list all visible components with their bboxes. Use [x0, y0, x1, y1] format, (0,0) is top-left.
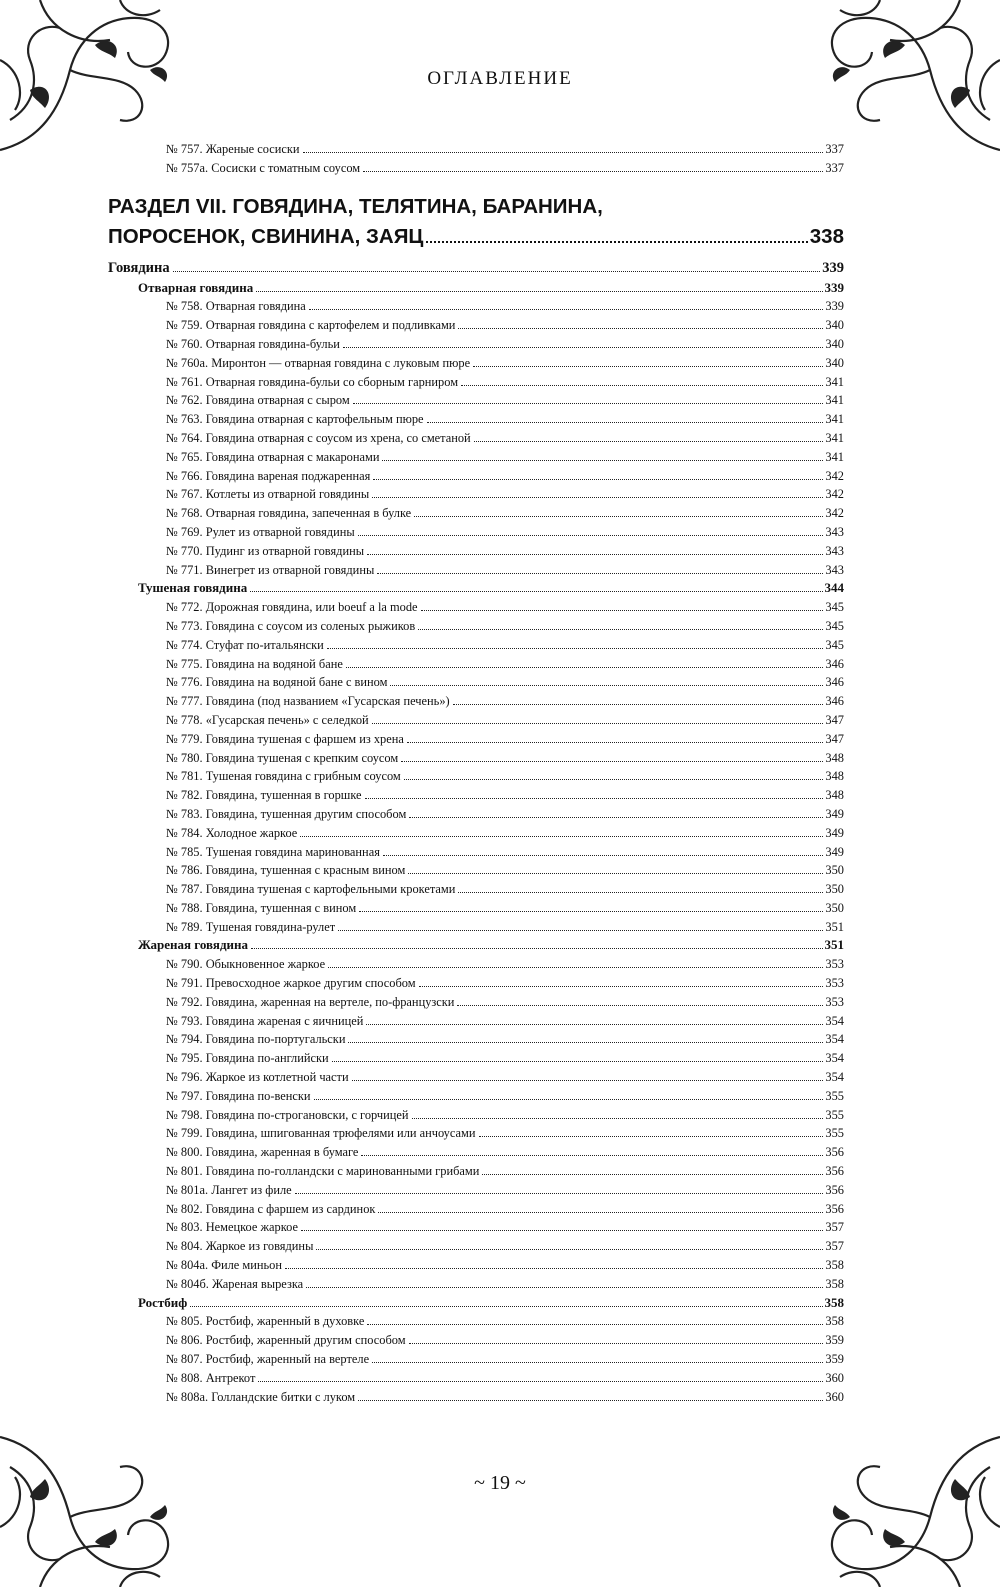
- toc-entry[interactable]: [108, 993, 844, 1012]
- toc-entry[interactable]: [108, 1312, 844, 1331]
- dot-leader: [408, 873, 823, 874]
- entry-page: 357: [825, 1220, 844, 1235]
- entry-title: № 797. Говядина по-венски: [166, 1088, 311, 1103]
- toc-entry[interactable]: [108, 1162, 844, 1181]
- entry-page: 347: [825, 712, 844, 727]
- entry-page: 346: [825, 656, 844, 671]
- toc-entry[interactable]: [108, 504, 844, 523]
- subsection-heading[interactable]: [108, 1294, 844, 1313]
- entry-title: № 757а. Сосиски с томатным соусом: [166, 160, 361, 175]
- toc-entry[interactable]: [108, 485, 844, 504]
- dot-leader: [285, 1268, 823, 1269]
- dot-leader: [409, 1343, 824, 1344]
- dot-leader: [348, 1042, 823, 1043]
- entry-page: 359: [825, 1352, 844, 1367]
- entry-title: № 780. Говядина тушеная с крепким соусом: [166, 750, 399, 765]
- toc-entry[interactable]: [108, 1124, 844, 1143]
- toc-entry[interactable]: [108, 843, 844, 862]
- entry-page: 345: [825, 637, 844, 652]
- toc-entry[interactable]: [108, 805, 844, 824]
- subsection-heading[interactable]: [108, 579, 844, 598]
- entry-title: № 787. Говядина тушеная с картофельными крокетами: [166, 882, 456, 897]
- entry-page: 342: [825, 468, 844, 483]
- dot-leader: [352, 1080, 824, 1081]
- toc-entry[interactable]: [108, 711, 844, 730]
- toc-entry[interactable]: [108, 1049, 844, 1068]
- entry-page: 337: [825, 160, 844, 175]
- entry-title: № 790. Обыкновенное жаркое: [166, 957, 326, 972]
- entry-page: 350: [825, 900, 844, 915]
- entry-page: 360: [825, 1370, 844, 1385]
- entry-title: № 794. Говядина по-португальски: [166, 1032, 346, 1047]
- toc-entry[interactable]: [108, 448, 844, 467]
- dot-leader: [343, 347, 824, 348]
- entry-page: 341: [825, 449, 844, 464]
- entry-title: № 788. Говядина, тушенная с вином: [166, 900, 357, 915]
- entry-title: № 793. Говядина жареная с яичницей: [166, 1013, 364, 1028]
- entry-page: 354: [825, 1051, 844, 1066]
- toc-entry[interactable]: [108, 1237, 844, 1256]
- dot-leader: [358, 1400, 823, 1401]
- dot-leader: [346, 667, 824, 668]
- toc-entry[interactable]: [108, 1218, 844, 1237]
- entry-title: № 772. Дорожная говядина, или boeuf a la mode: [166, 600, 418, 615]
- dot-leader: [479, 1136, 824, 1137]
- toc-entry[interactable]: [108, 1256, 844, 1275]
- entry-title: № 798. Говядина по-строгановски, с горчицей: [166, 1107, 409, 1122]
- dot-leader: [419, 986, 824, 987]
- section-heading[interactable]: [108, 257, 844, 279]
- entry-page: 355: [825, 1107, 844, 1122]
- entry-page: 354: [825, 1032, 844, 1047]
- entry-title: № 761. Отварная говядина-бульи со сборным гарниром: [166, 374, 459, 389]
- entry-page: 357: [825, 1239, 844, 1254]
- toc-entry[interactable]: [108, 955, 844, 974]
- toc-entry[interactable]: [108, 824, 844, 843]
- entry-page: 348: [825, 788, 844, 803]
- toc-entry[interactable]: [108, 617, 844, 636]
- toc-entry[interactable]: [108, 561, 844, 580]
- entry-title: № 802. Говядина с фаршем из сардинок: [166, 1201, 376, 1216]
- entry-page: 354: [825, 1070, 844, 1085]
- entry-page: 349: [825, 844, 844, 859]
- dot-leader: [461, 385, 823, 386]
- running-header: ОГЛАВЛЕНИЕ: [427, 68, 573, 89]
- toc-entry[interactable]: [108, 1106, 844, 1125]
- entry-page: 341: [825, 374, 844, 389]
- entry-page: 356: [825, 1164, 844, 1179]
- entry-title: № 766. Говядина вареная поджаренная: [166, 468, 371, 483]
- page-number: ~ 19 ~: [474, 1472, 526, 1494]
- entry-title: № 776. Говядина на водяной бане с вином: [166, 675, 388, 690]
- entry-page: 360: [825, 1389, 844, 1404]
- toc-entry[interactable]: [108, 786, 844, 805]
- dot-leader: [353, 403, 824, 404]
- entry-title: № 758. Отварная говядина: [166, 299, 306, 314]
- dot-leader: [372, 1362, 823, 1363]
- entry-title: № 757. Жареные сосиски: [166, 142, 300, 156]
- dot-leader: [250, 591, 822, 592]
- section-title: Говядина: [108, 259, 170, 276]
- entry-page: 358: [825, 1314, 844, 1329]
- dot-leader: [377, 573, 823, 574]
- entry-title: № 805. Ростбиф, жаренный в духовке: [166, 1314, 365, 1329]
- dot-leader: [426, 241, 807, 243]
- subsection-title: Ростбиф: [138, 1294, 188, 1310]
- entry-title: № 796. Жаркое из котлетной части: [166, 1070, 349, 1085]
- entry-title: № 762. Говядина отварная с сыром: [166, 393, 350, 408]
- entry-page: 350: [825, 863, 844, 878]
- entry-title: № 808а. Голландские битки с луком: [166, 1389, 356, 1404]
- subsection-title: Тушеная говядина: [138, 580, 248, 596]
- dot-leader: [358, 535, 824, 536]
- toc-entry[interactable]: [108, 1350, 844, 1369]
- toc-entry[interactable]: [108, 899, 844, 918]
- dot-leader: [256, 291, 822, 292]
- entry-title: № 759. Отварная говядина с картофелем и подливками: [166, 318, 456, 333]
- dot-leader: [309, 309, 824, 310]
- entry-title: № 771. Винегрет из отварной говядины: [166, 562, 375, 577]
- entry-title: № 782. Говядина, тушенная в горшке: [166, 788, 362, 803]
- table-of-contents: [108, 140, 844, 1406]
- dot-leader: [414, 516, 823, 517]
- toc-entry[interactable]: [108, 523, 844, 542]
- dot-leader: [361, 1155, 823, 1156]
- entry-title: № 779. Говядина тушеная с фаршем из хрена: [166, 731, 404, 746]
- entry-page: 340: [825, 336, 844, 351]
- subsection-list: [108, 279, 844, 1407]
- dot-leader: [316, 1249, 823, 1250]
- entry-page: 346: [825, 694, 844, 709]
- toc-entry[interactable]: [108, 880, 844, 899]
- toc-entry[interactable]: [108, 1331, 844, 1350]
- entry-title: № 804а. Филе миньон: [166, 1258, 282, 1273]
- entry-page: 355: [825, 1088, 844, 1103]
- toc-entry[interactable]: [108, 598, 844, 617]
- entry-title: № 801а. Лангет из филе: [166, 1182, 292, 1197]
- entry-title: № 777. Говядина (под названием «Гусарская печень»): [166, 694, 450, 709]
- dot-leader: [314, 1099, 824, 1100]
- entry-page: 337: [825, 142, 844, 156]
- entry-page: 358: [825, 1276, 844, 1291]
- part-heading[interactable]: [108, 192, 844, 252]
- entry-title: № 808. Антрекот: [166, 1370, 256, 1385]
- toc-entry[interactable]: [108, 1087, 844, 1106]
- toc-entry[interactable]: [108, 316, 844, 335]
- toc-entry[interactable]: [108, 749, 844, 768]
- entry-page: 343: [825, 562, 844, 577]
- subsection-title: Жареная говядина: [138, 937, 248, 953]
- toc-entry[interactable]: [108, 692, 844, 711]
- toc-entry[interactable]: [108, 1275, 844, 1294]
- entry-title: № 789. Тушеная говядина-рулет: [166, 919, 336, 934]
- dot-leader: [328, 967, 823, 968]
- dot-leader: [251, 948, 823, 949]
- entry-page: 353: [825, 976, 844, 991]
- entry-page: 353: [825, 994, 844, 1009]
- toc-entry[interactable]: [108, 1068, 844, 1087]
- entry-page: 343: [825, 543, 844, 558]
- entry-page: 355: [825, 1126, 844, 1141]
- toc-entry[interactable]: [108, 974, 844, 993]
- section-page: 339: [822, 259, 844, 276]
- entry-page: 354: [825, 1013, 844, 1028]
- toc-entry[interactable]: [108, 429, 844, 448]
- toc-entry[interactable]: [108, 1143, 844, 1162]
- toc-entry[interactable]: [108, 655, 844, 674]
- entry-title: № 804. Жаркое из говядины: [166, 1239, 314, 1254]
- entry-title: № 786. Говядина, тушенная с красным вином: [166, 863, 406, 878]
- entry-title: № 760а. Миронтон — отварная говядина с луковым пюре: [166, 355, 471, 370]
- entry-title: № 799. Говядина, шпигованная трюфелями или анчоусами: [166, 1126, 476, 1141]
- subsection-page: 358: [824, 1294, 844, 1310]
- toc-entry[interactable]: [108, 335, 844, 354]
- dot-leader: [409, 817, 823, 818]
- toc-entry[interactable]: [108, 1388, 844, 1407]
- entry-title: № 765. Говядина отварная с макаронами: [166, 449, 380, 464]
- subsection-heading[interactable]: [108, 279, 844, 298]
- dot-leader: [327, 648, 824, 649]
- entry-title: № 804б. Жареная вырезка: [166, 1276, 304, 1291]
- entry-page: 341: [825, 430, 844, 445]
- entry-page: 346: [825, 675, 844, 690]
- toc-entry[interactable]: [108, 467, 844, 486]
- dot-leader: [303, 152, 824, 153]
- entry-page: 351: [825, 919, 844, 934]
- dot-leader: [418, 629, 823, 630]
- entry-title: № 803. Немецкое жаркое: [166, 1220, 298, 1235]
- dot-leader: [190, 1306, 822, 1307]
- entry-page: 356: [825, 1201, 844, 1216]
- dot-leader: [458, 892, 823, 893]
- entry-page: 343: [825, 524, 844, 539]
- entry-page: 347: [825, 731, 844, 746]
- part-page: 338: [809, 224, 844, 248]
- entry-title: № 767. Котлеты из отварной говядины: [166, 487, 370, 502]
- subsection-heading[interactable]: [108, 936, 844, 955]
- subsection-page: 351: [824, 937, 844, 953]
- entry-title: № 763. Говядина отварная с картофельным пюре: [166, 412, 424, 427]
- dot-leader: [421, 610, 824, 611]
- entry-title: № 784. Холодное жаркое: [166, 825, 298, 840]
- dot-leader: [401, 761, 823, 762]
- dot-leader: [363, 171, 823, 172]
- toc-entry[interactable]: [108, 730, 844, 749]
- entry-page: 339: [825, 299, 844, 314]
- entry-page: 345: [825, 618, 844, 633]
- entry-title: № 795. Говядина по-английски: [166, 1051, 329, 1066]
- dot-leader: [366, 1024, 823, 1025]
- part-title-line-1: РАЗДЕЛ VII. ГОВЯДИНА, ТЕЛЯТИНА, БАРАНИНА,: [108, 194, 603, 218]
- entry-title: № 807. Ростбиф, жаренный на вертеле: [166, 1352, 370, 1367]
- toc-entry[interactable]: [108, 391, 844, 410]
- entry-page: 359: [825, 1333, 844, 1348]
- entry-title: № 806. Ростбиф, жаренный другим способом: [166, 1333, 406, 1348]
- dot-leader: [258, 1381, 823, 1382]
- subsection-page: 339: [824, 279, 844, 295]
- dot-leader: [382, 460, 823, 461]
- toc-entry[interactable]: [108, 918, 844, 937]
- dot-leader: [383, 855, 824, 856]
- entry-page: 342: [825, 506, 844, 521]
- entry-page: 340: [825, 318, 844, 333]
- dot-leader: [378, 1212, 823, 1213]
- toc-entry[interactable]: [108, 861, 844, 880]
- dot-leader: [300, 836, 823, 837]
- toc-entry[interactable]: [108, 1181, 844, 1200]
- dot-leader: [367, 1324, 823, 1325]
- entry-title: № 773. Говядина с соусом из соленых рыжиков: [166, 618, 416, 633]
- entry-title: № 783. Говядина, тушенная другим способом: [166, 806, 407, 821]
- dot-leader: [390, 685, 823, 686]
- entry-page: 349: [825, 825, 844, 840]
- entry-page: 350: [825, 882, 844, 897]
- toc-entry[interactable]: [108, 1012, 844, 1031]
- toc-entry[interactable]: [108, 297, 844, 316]
- entry-page: 356: [825, 1145, 844, 1160]
- entry-page: 340: [825, 355, 844, 370]
- dot-leader: [373, 479, 823, 480]
- entry-title: № 760. Отварная говядина-бульи: [166, 336, 340, 351]
- entry-page: 356: [825, 1182, 844, 1197]
- dot-leader: [474, 441, 824, 442]
- entry-title: № 775. Говядина на водяной бане: [166, 656, 343, 671]
- dot-leader: [453, 704, 824, 705]
- dot-leader: [306, 1287, 823, 1288]
- part-title-line-2: ПОРОСЕНОК, СВИНИНА, ЗАЯЦ: [108, 224, 424, 248]
- dot-leader: [482, 1174, 823, 1175]
- dot-leader: [458, 328, 823, 329]
- entry-title: № 785. Тушеная говядина маринованная: [166, 844, 380, 859]
- toc-entry[interactable]: [108, 673, 844, 692]
- entry-page: 353: [825, 957, 844, 972]
- dot-leader: [367, 554, 823, 555]
- dot-leader: [372, 497, 823, 498]
- entry-title: № 764. Говядина отварная с соусом из хрена, со сметаной: [166, 430, 471, 445]
- toc-entry[interactable]: [108, 767, 844, 786]
- toc-entry[interactable]: [108, 1030, 844, 1049]
- dot-leader: [359, 911, 823, 912]
- toc-entry[interactable]: [108, 1200, 844, 1219]
- entry-title: № 791. Превосходное жаркое другим способом: [166, 976, 416, 991]
- dot-leader: [301, 1230, 823, 1231]
- entry-title: № 774. Стуфат по-итальянски: [166, 637, 324, 652]
- dot-leader: [427, 422, 824, 423]
- dot-leader: [407, 742, 824, 743]
- dot-leader: [338, 930, 823, 931]
- toc-entry[interactable]: [108, 636, 844, 655]
- entry-page: 348: [825, 750, 844, 765]
- dot-leader: [457, 1005, 823, 1006]
- toc-entry[interactable]: [108, 410, 844, 429]
- toc-entry[interactable]: [108, 159, 844, 178]
- entry-title: № 801. Говядина по-голландски с маринованными грибами: [166, 1164, 480, 1179]
- dot-leader: [332, 1061, 824, 1062]
- subsection-title: Отварная говядина: [138, 279, 254, 295]
- dot-leader: [473, 366, 823, 367]
- dot-leader: [404, 779, 824, 780]
- toc-entry[interactable]: [108, 1369, 844, 1388]
- entry-page: 358: [825, 1258, 844, 1273]
- entry-page: 348: [825, 769, 844, 784]
- toc-entry[interactable]: [108, 354, 844, 373]
- dot-leader: [365, 798, 824, 799]
- entry-page: 342: [825, 487, 844, 502]
- dot-leader: [412, 1118, 824, 1119]
- entry-title: № 769. Рулет из отварной говядины: [166, 524, 355, 539]
- toc-entry[interactable]: [108, 140, 844, 159]
- entry-page: 345: [825, 600, 844, 615]
- dot-leader: [372, 723, 824, 724]
- entry-title: № 800. Говядина, жаренная в бумаге: [166, 1145, 359, 1160]
- toc-entry[interactable]: [108, 373, 844, 392]
- dot-leader: [295, 1193, 824, 1194]
- entry-title: № 768. Отварная говядина, запеченная в булке: [166, 506, 412, 521]
- entry-title: № 770. Пудинг из отварной говядины: [166, 543, 365, 558]
- entry-page: 341: [825, 412, 844, 427]
- entry-title: № 778. «Гусарская печень» с селедкой: [166, 712, 369, 727]
- subsection-page: 344: [824, 580, 844, 596]
- entry-title: № 792. Говядина, жаренная на вертеле, по-французски: [166, 994, 455, 1009]
- toc-entry[interactable]: [108, 542, 844, 561]
- entry-title: № 781. Тушеная говядина с грибным соусом: [166, 769, 401, 784]
- entry-page: 349: [825, 806, 844, 821]
- entry-page: 341: [825, 393, 844, 408]
- dot-leader: [173, 271, 821, 272]
